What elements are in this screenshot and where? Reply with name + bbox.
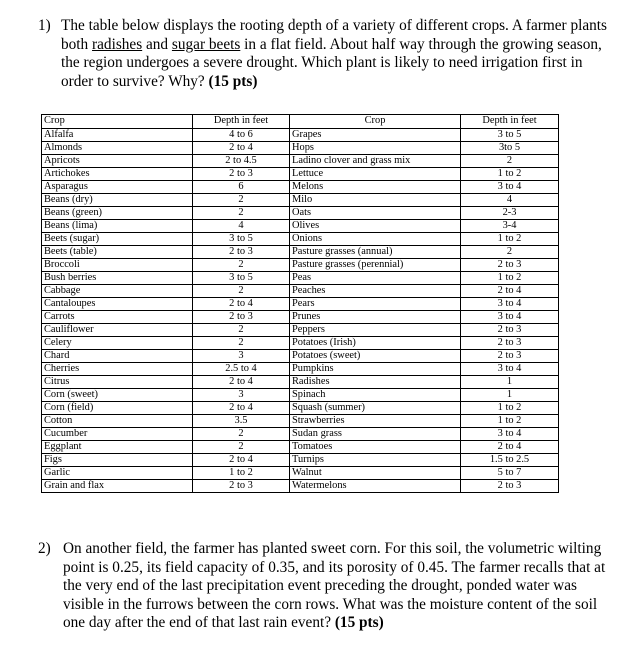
cell-crop: Corn (sweet) — [42, 388, 193, 401]
cell-depth: 2 — [193, 323, 290, 336]
cell-crop: Pumpkins — [290, 362, 461, 375]
table-row — [42, 180, 559, 193]
cell-crop: Beets (sugar) — [42, 232, 193, 245]
cell-crop: Potatoes (sweet) — [290, 349, 461, 362]
table-row — [42, 362, 559, 375]
cell-crop: Cucumber — [42, 427, 193, 440]
header-depth-in-feet: Depth in feet — [193, 115, 290, 129]
cell-depth: 2 — [193, 336, 290, 349]
table-row — [42, 388, 559, 401]
cell-crop: Grain and flax — [42, 479, 193, 492]
cell-crop: Broccoli — [42, 258, 193, 271]
cell-depth: 2 to 4 — [193, 375, 290, 388]
cell-depth: 2 to 3 — [461, 323, 559, 336]
cell-crop: Squash (summer) — [290, 401, 461, 414]
table-row — [42, 453, 559, 466]
cell-crop: Ladino clover and grass mix — [290, 154, 461, 167]
table-header-row — [42, 115, 559, 129]
question-1 — [38, 17, 608, 91]
cell-crop: Cabbage — [42, 284, 193, 297]
cell-depth: 2 — [193, 427, 290, 440]
cell-depth: 2-3 — [461, 206, 559, 219]
cell-depth: 2 — [193, 284, 290, 297]
cell-depth: 1.5 to 2.5 — [461, 453, 559, 466]
question-2-text — [63, 540, 610, 633]
cell-depth: 2 to 4 — [461, 284, 559, 297]
cell-depth: 2 to 3 — [461, 336, 559, 349]
cell-crop: Carrots — [42, 310, 193, 323]
cell-depth: 3 to 4 — [461, 427, 559, 440]
cell-crop: Cantaloupes — [42, 297, 193, 310]
cell-crop: Figs — [42, 453, 193, 466]
table-row — [42, 375, 559, 388]
cell-depth: 3.5 — [193, 414, 290, 427]
table-row — [42, 258, 559, 271]
cell-depth: 5 to 7 — [461, 466, 559, 479]
table-row — [42, 427, 559, 440]
table-row — [42, 193, 559, 206]
table-row — [42, 271, 559, 284]
cell-crop: Watermelons — [290, 479, 461, 492]
cell-crop: Turnips — [290, 453, 461, 466]
cell-depth: 2 to 4.5 — [193, 154, 290, 167]
cell-depth: 2 to 4 — [193, 297, 290, 310]
cell-depth: 2 to 3 — [461, 479, 559, 492]
cell-depth: 2.5 to 4 — [193, 362, 290, 375]
cell-depth: 3 to 5 — [461, 128, 559, 141]
table-row — [42, 466, 559, 479]
question-1-text-part: The table below displays the rooting depth of a variety of different crops. A farmer plants both — [61, 17, 607, 53]
cell-crop: Spinach — [290, 388, 461, 401]
rooting-depth-table — [41, 114, 559, 493]
question-2-text-part: On another field, the farmer has planted sweet corn. For this soil, the volumetric wilting point is 0.25, its field capacity of 0.35, and its porosity of 0.45. The farmer recalls that at the very end of the last precipitation event preceding the drought, ponded water was visible in the furrows between the corn rows. What was the moisture content of the soil one day after the end of that last rain event? — [63, 540, 606, 632]
table-row — [42, 401, 559, 414]
cell-depth: 3 to 4 — [461, 362, 559, 375]
header-crop: Crop — [290, 115, 461, 129]
question-1-text — [61, 17, 608, 91]
cell-crop: Citrus — [42, 375, 193, 388]
cell-crop: Garlic — [42, 466, 193, 479]
cell-crop: Beans (dry) — [42, 193, 193, 206]
table-row — [42, 336, 559, 349]
cell-crop: Peas — [290, 271, 461, 284]
cell-depth: 2 to 3 — [193, 479, 290, 492]
cell-depth: 2 to 3 — [193, 167, 290, 180]
cell-crop: Celery — [42, 336, 193, 349]
cell-depth: 2 — [461, 154, 559, 167]
cell-crop: Eggplant — [42, 440, 193, 453]
cell-depth: 2 to 3 — [193, 245, 290, 258]
cell-crop: Chard — [42, 349, 193, 362]
cell-crop: Onions — [290, 232, 461, 245]
cell-crop: Peaches — [290, 284, 461, 297]
cell-crop: Pasture grasses (perennial) — [290, 258, 461, 271]
table-row — [42, 310, 559, 323]
header-depth-in-feet: Depth in feet — [461, 115, 559, 129]
cell-crop: Cauliflower — [42, 323, 193, 336]
cell-crop: Almonds — [42, 141, 193, 154]
table-row — [42, 128, 559, 141]
cell-depth: 1 to 2 — [193, 466, 290, 479]
cell-crop: Radishes — [290, 375, 461, 388]
cell-depth: 6 — [193, 180, 290, 193]
question-1-text-part: in a flat field. About half way through the growing season, the region undergoes a severe drought. Which plant is likely to need irrigation first in order to survive? Why? — [61, 35, 602, 90]
cell-depth: 3 — [193, 349, 290, 362]
cell-depth: 2 — [193, 193, 290, 206]
cell-depth: 2 to 4 — [193, 401, 290, 414]
table-row — [42, 167, 559, 180]
table-row — [42, 323, 559, 336]
cell-depth: 2 to 4 — [193, 141, 290, 154]
cell-crop: Melons — [290, 180, 461, 193]
question-1-number: 1) — [38, 17, 51, 34]
question-2-points: (15 pts) — [334, 614, 384, 632]
cell-crop: Beans (green) — [42, 206, 193, 219]
cell-depth: 2 to 4 — [461, 440, 559, 453]
cell-depth: 1 — [461, 388, 559, 401]
cell-crop: Tomatoes — [290, 440, 461, 453]
cell-crop: Asparagus — [42, 180, 193, 193]
cell-crop: Lettuce — [290, 167, 461, 180]
question-1-text-part: and — [142, 35, 172, 53]
table-row — [42, 414, 559, 427]
cell-depth: 1 to 2 — [461, 414, 559, 427]
cell-crop: Alfalfa — [42, 128, 193, 141]
cell-depth: 3 to 5 — [193, 232, 290, 245]
cell-depth: 2 — [193, 258, 290, 271]
cell-depth: 3 to 4 — [461, 297, 559, 310]
cell-depth: 3 to 4 — [461, 310, 559, 323]
cell-depth: 3 — [193, 388, 290, 401]
table-row — [42, 440, 559, 453]
cell-crop: Beets (table) — [42, 245, 193, 258]
rooting-depth-table-body — [42, 115, 559, 493]
cell-crop: Cotton — [42, 414, 193, 427]
question-2 — [38, 540, 610, 633]
cell-depth: 3to 5 — [461, 141, 559, 154]
cell-crop: Pears — [290, 297, 461, 310]
table-row — [42, 219, 559, 232]
cell-depth: 1 — [461, 375, 559, 388]
cell-crop: Strawberries — [290, 414, 461, 427]
cell-depth: 2 — [461, 245, 559, 258]
table-row — [42, 154, 559, 167]
cell-crop: Bush berries — [42, 271, 193, 284]
cell-crop: Olives — [290, 219, 461, 232]
cell-crop: Milo — [290, 193, 461, 206]
cell-crop: Sudan grass — [290, 427, 461, 440]
header-crop: Crop — [42, 115, 193, 129]
cell-depth: 1 to 2 — [461, 232, 559, 245]
cell-depth: 4 to 6 — [193, 128, 290, 141]
cell-crop: Grapes — [290, 128, 461, 141]
table-row — [42, 206, 559, 219]
cell-crop: Prunes — [290, 310, 461, 323]
cell-depth: 3-4 — [461, 219, 559, 232]
question-1-underlined-radishes: radishes — [92, 35, 143, 53]
cell-depth: 2 to 4 — [193, 453, 290, 466]
cell-depth: 4 — [193, 219, 290, 232]
cell-depth: 2 to 3 — [461, 258, 559, 271]
cell-crop: Peppers — [290, 323, 461, 336]
table-row — [42, 284, 559, 297]
cell-crop: Hops — [290, 141, 461, 154]
table-row — [42, 141, 559, 154]
table-row — [42, 297, 559, 310]
cell-depth: 4 — [461, 193, 559, 206]
cell-depth: 1 to 2 — [461, 401, 559, 414]
cell-crop: Apricots — [42, 154, 193, 167]
cell-depth: 2 to 3 — [461, 349, 559, 362]
cell-crop: Pasture grasses (annual) — [290, 245, 461, 258]
cell-depth: 3 to 5 — [193, 271, 290, 284]
table-row — [42, 349, 559, 362]
cell-depth: 3 to 4 — [461, 180, 559, 193]
question-1-points: (15 pts) — [208, 72, 258, 90]
cell-crop: Cherries — [42, 362, 193, 375]
cell-crop: Beans (lima) — [42, 219, 193, 232]
cell-depth: 1 to 2 — [461, 271, 559, 284]
cell-depth: 2 to 3 — [193, 310, 290, 323]
question-2-number: 2) — [38, 540, 51, 557]
cell-depth: 2 — [193, 440, 290, 453]
cell-crop: Potatoes (Irish) — [290, 336, 461, 349]
table-row — [42, 232, 559, 245]
cell-depth: 2 — [193, 206, 290, 219]
table-row — [42, 479, 559, 492]
cell-crop: Corn (field) — [42, 401, 193, 414]
cell-crop: Artichokes — [42, 167, 193, 180]
cell-crop: Oats — [290, 206, 461, 219]
cell-depth: 1 to 2 — [461, 167, 559, 180]
table-row — [42, 245, 559, 258]
cell-crop: Walnut — [290, 466, 461, 479]
question-1-underlined-sugar-beets: sugar beets — [171, 35, 241, 53]
